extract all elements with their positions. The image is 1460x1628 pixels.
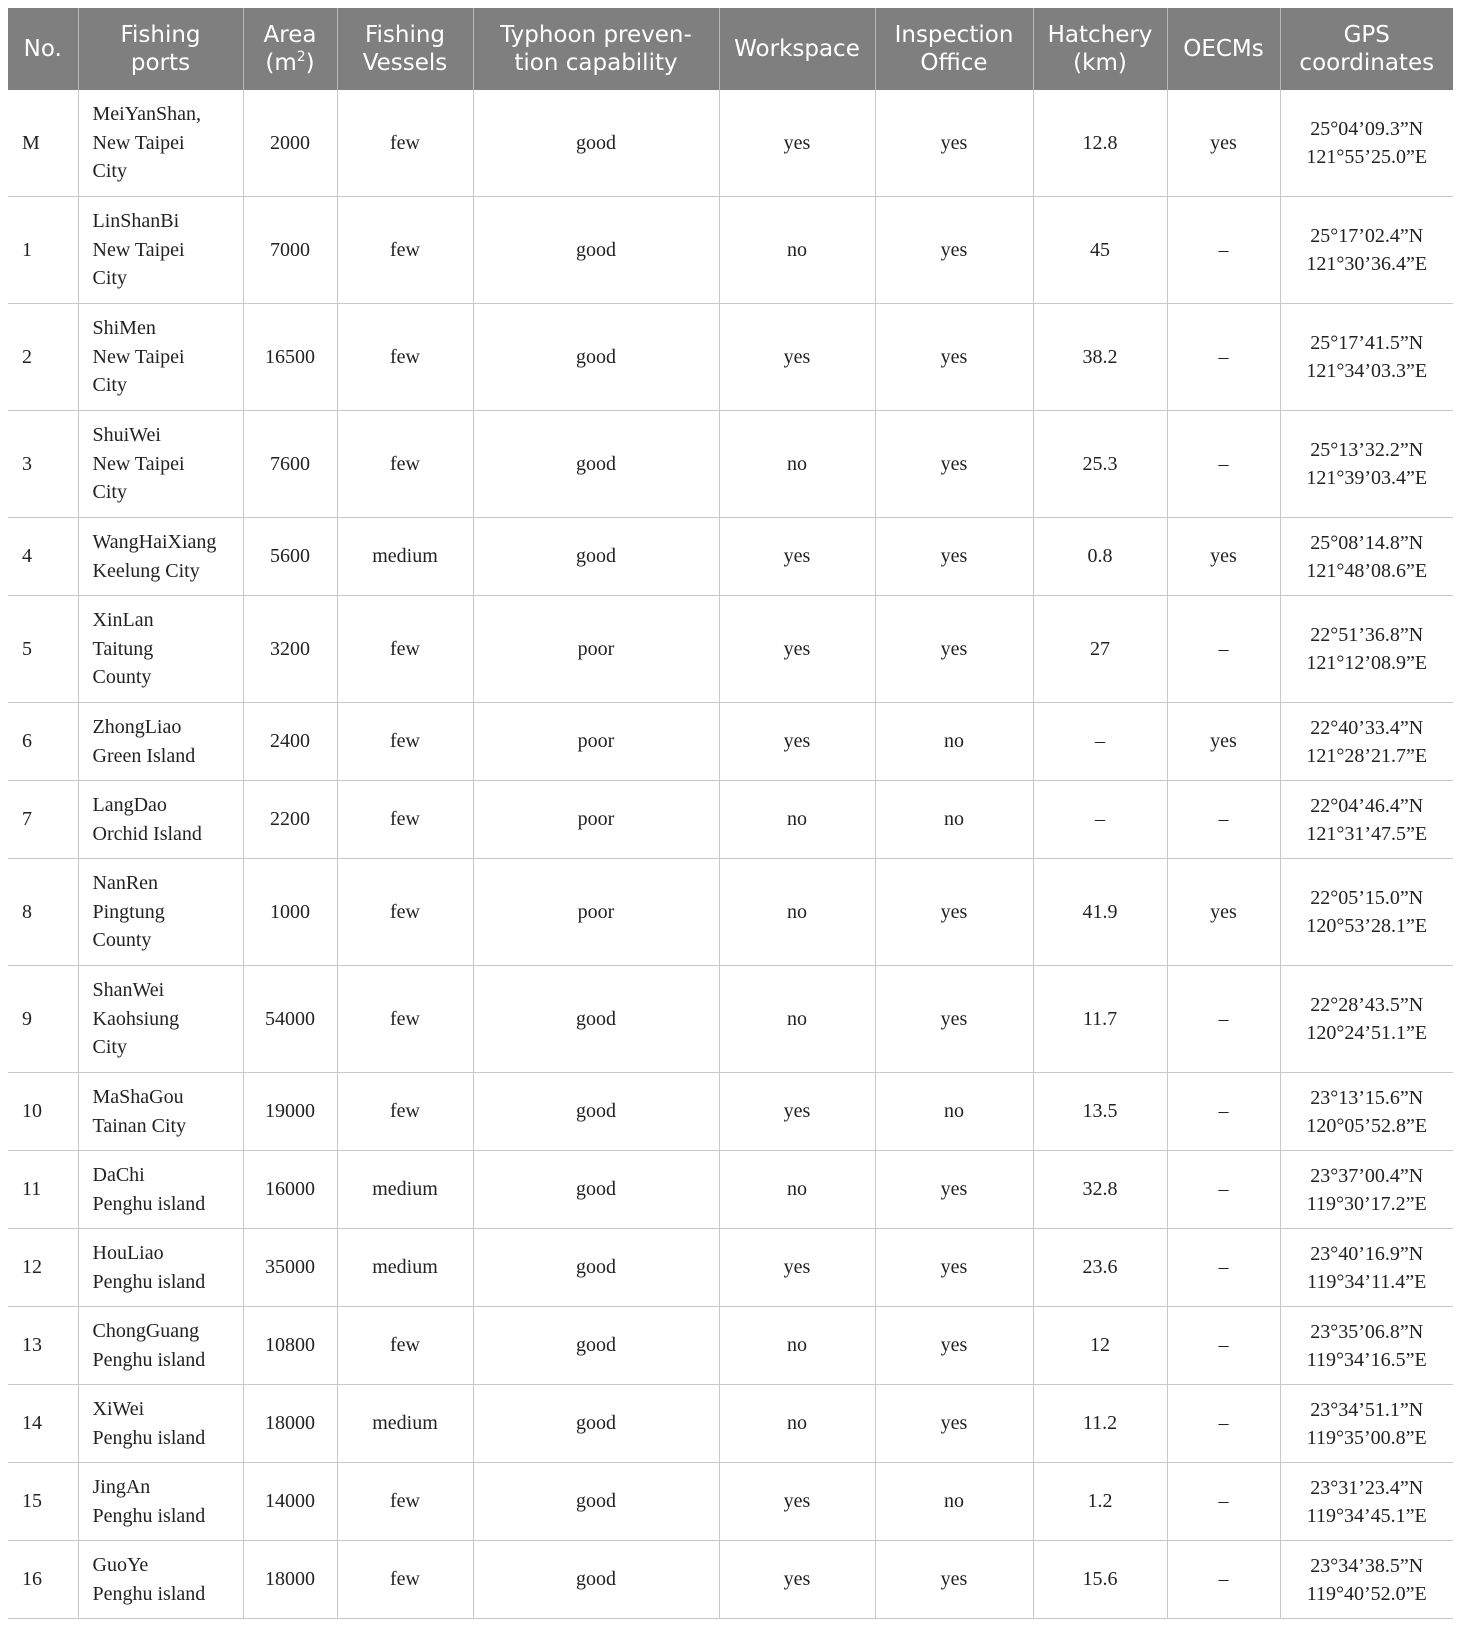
table-row bbox=[8, 90, 1453, 197]
table-row bbox=[8, 703, 1453, 781]
cell-gps-line: 119°30’17.2”E bbox=[1306, 1192, 1427, 1215]
header-row bbox=[8, 8, 1453, 90]
cell-gps bbox=[1280, 197, 1453, 304]
cell-typhoon-prevention: good bbox=[473, 1229, 719, 1307]
cell-oecms: – bbox=[1167, 596, 1280, 703]
cell-fishing-port-line: County bbox=[92, 929, 152, 952]
cell-fishing-port-line: Penghu island bbox=[92, 1270, 206, 1293]
cell-fishing-port bbox=[78, 966, 243, 1073]
cell-gps bbox=[1280, 781, 1453, 859]
cell-fishing-port-line: ZhongLiao bbox=[92, 716, 182, 738]
cell-typhoon-prevention: good bbox=[473, 411, 719, 518]
cell-gps-line: 25°17’02.4”N bbox=[1310, 225, 1424, 247]
cell-fishing-port-line: MaShaGou bbox=[92, 1086, 184, 1108]
cell-typhoon-prevention: good bbox=[473, 197, 719, 304]
cell-no: 8 bbox=[8, 859, 78, 966]
cell-gps bbox=[1280, 90, 1453, 197]
cell-oecms: – bbox=[1167, 1307, 1280, 1385]
cell-gps bbox=[1280, 703, 1453, 781]
cell-typhoon-prevention: poor bbox=[473, 703, 719, 781]
cell-fishing-vessels: few bbox=[337, 90, 473, 197]
cell-area: 7600 bbox=[243, 411, 337, 518]
cell-fishing-port bbox=[78, 1541, 243, 1619]
cell-hatchery: 27 bbox=[1033, 596, 1167, 703]
cell-oecms: – bbox=[1167, 197, 1280, 304]
cell-typhoon-prevention: poor bbox=[473, 596, 719, 703]
cell-fishing-port-line: Kaohsiung bbox=[92, 1007, 180, 1030]
cell-area: 19000 bbox=[243, 1073, 337, 1151]
cell-fishing-port-line: HouLiao bbox=[92, 1242, 164, 1264]
cell-area: 16500 bbox=[243, 304, 337, 411]
cell-fishing-port-line: City bbox=[92, 1036, 127, 1059]
cell-no: 16 bbox=[8, 1541, 78, 1619]
cell-oecms: yes bbox=[1167, 703, 1280, 781]
cell-gps-line: 121°39’03.4”E bbox=[1306, 467, 1428, 489]
cell-no: 11 bbox=[8, 1151, 78, 1229]
cell-inspection-office: yes bbox=[875, 518, 1033, 596]
table-row bbox=[8, 966, 1453, 1073]
cell-hatchery: 13.5 bbox=[1033, 1073, 1167, 1151]
cell-gps-line: 25°08’14.8”N bbox=[1310, 531, 1424, 554]
cell-fishing-vessels: medium bbox=[337, 1229, 473, 1307]
cell-fishing-port-line: City bbox=[92, 374, 127, 397]
cell-fishing-port bbox=[78, 1385, 243, 1463]
cell-no: 7 bbox=[8, 781, 78, 859]
cell-typhoon-prevention: good bbox=[473, 1541, 719, 1619]
cell-gps bbox=[1280, 1151, 1453, 1229]
cell-gps bbox=[1280, 1385, 1453, 1463]
header-typhoon-prevention: Typhoon preven- tion capability bbox=[473, 8, 719, 90]
cell-fishing-port-line: Orchid Island bbox=[92, 822, 202, 845]
cell-gps bbox=[1280, 411, 1453, 518]
cell-area: 18000 bbox=[243, 1385, 337, 1463]
cell-gps-line: 121°30’36.4”E bbox=[1306, 253, 1428, 275]
cell-inspection-office: yes bbox=[875, 1307, 1033, 1385]
cell-no: 5 bbox=[8, 596, 78, 703]
cell-gps-line: 22°28’43.5”N bbox=[1310, 994, 1424, 1016]
table-row bbox=[8, 1541, 1453, 1619]
cell-inspection-office: yes bbox=[875, 596, 1033, 703]
cell-fishing-port bbox=[78, 859, 243, 966]
cell-fishing-port-line: Green Island bbox=[92, 744, 196, 767]
cell-inspection-office: yes bbox=[875, 90, 1033, 197]
cell-area: 10800 bbox=[243, 1307, 337, 1385]
cell-fishing-port-line: GuoYe bbox=[92, 1554, 149, 1576]
fishing-ports-table bbox=[8, 8, 1453, 1619]
cell-area: 2000 bbox=[243, 90, 337, 197]
cell-workspace: no bbox=[719, 966, 875, 1073]
cell-gps-line: 120°05’52.8”E bbox=[1306, 1114, 1428, 1137]
cell-no: 2 bbox=[8, 304, 78, 411]
cell-oecms: yes bbox=[1167, 859, 1280, 966]
cell-fishing-port-line: New Taipei bbox=[92, 345, 185, 368]
cell-typhoon-prevention: good bbox=[473, 966, 719, 1073]
cell-typhoon-prevention: good bbox=[473, 1073, 719, 1151]
cell-fishing-port-line: XiWei bbox=[92, 1398, 145, 1420]
cell-workspace: no bbox=[719, 1151, 875, 1229]
cell-gps-line: 120°24’51.1”E bbox=[1306, 1022, 1428, 1044]
cell-no: M bbox=[8, 90, 78, 197]
cell-workspace: yes bbox=[719, 518, 875, 596]
cell-no: 6 bbox=[8, 703, 78, 781]
cell-oecms: – bbox=[1167, 1463, 1280, 1541]
cell-oecms: – bbox=[1167, 966, 1280, 1073]
header-gps: GPS coordinates bbox=[1280, 8, 1453, 90]
cell-area: 54000 bbox=[243, 966, 337, 1073]
header-inspection-office: Inspection Office bbox=[875, 8, 1033, 90]
cell-hatchery: 1.2 bbox=[1033, 1463, 1167, 1541]
cell-no: 15 bbox=[8, 1463, 78, 1541]
cell-hatchery: 25.3 bbox=[1033, 411, 1167, 518]
cell-area: 3200 bbox=[243, 596, 337, 703]
cell-no: 12 bbox=[8, 1229, 78, 1307]
cell-inspection-office: yes bbox=[875, 197, 1033, 304]
cell-inspection-office: yes bbox=[875, 411, 1033, 518]
cell-gps bbox=[1280, 1307, 1453, 1385]
cell-hatchery: 41.9 bbox=[1033, 859, 1167, 966]
cell-workspace: no bbox=[719, 1307, 875, 1385]
cell-gps-line: 23°35’06.8”N bbox=[1310, 1320, 1424, 1343]
table-body bbox=[8, 90, 1453, 1619]
cell-hatchery: 45 bbox=[1033, 197, 1167, 304]
cell-fishing-port-line: DaChi bbox=[92, 1164, 145, 1186]
cell-inspection-office: yes bbox=[875, 304, 1033, 411]
cell-hatchery: – bbox=[1033, 703, 1167, 781]
cell-no: 13 bbox=[8, 1307, 78, 1385]
header-workspace: Workspace bbox=[719, 8, 875, 90]
cell-gps-line: 119°34’16.5”E bbox=[1306, 1348, 1427, 1371]
cell-workspace: no bbox=[719, 781, 875, 859]
cell-fishing-port bbox=[78, 1073, 243, 1151]
cell-gps-line: 23°34’51.1”N bbox=[1310, 1398, 1424, 1421]
table-row bbox=[8, 1151, 1453, 1229]
cell-fishing-port bbox=[78, 90, 243, 197]
cell-gps-line: 121°48’08.6”E bbox=[1306, 559, 1428, 582]
cell-fishing-port bbox=[78, 703, 243, 781]
cell-hatchery: 23.6 bbox=[1033, 1229, 1167, 1307]
cell-inspection-office: yes bbox=[875, 859, 1033, 966]
cell-area: 16000 bbox=[243, 1151, 337, 1229]
cell-fishing-port-line: JingAn bbox=[92, 1476, 151, 1498]
cell-gps bbox=[1280, 859, 1453, 966]
cell-oecms: – bbox=[1167, 781, 1280, 859]
cell-workspace: yes bbox=[719, 596, 875, 703]
table-row bbox=[8, 1073, 1453, 1151]
cell-gps-line: 23°37’00.4”N bbox=[1310, 1164, 1424, 1187]
cell-typhoon-prevention: good bbox=[473, 1385, 719, 1463]
cell-fishing-port bbox=[78, 1151, 243, 1229]
cell-hatchery: 0.8 bbox=[1033, 518, 1167, 596]
cell-oecms: – bbox=[1167, 1073, 1280, 1151]
cell-hatchery: 32.8 bbox=[1033, 1151, 1167, 1229]
cell-hatchery: 12.8 bbox=[1033, 90, 1167, 197]
cell-gps bbox=[1280, 596, 1453, 703]
cell-typhoon-prevention: good bbox=[473, 90, 719, 197]
cell-fishing-port-line: ChongGuang bbox=[92, 1320, 200, 1342]
cell-hatchery: 11.7 bbox=[1033, 966, 1167, 1073]
cell-inspection-office: yes bbox=[875, 1541, 1033, 1619]
cell-fishing-port bbox=[78, 1463, 243, 1541]
cell-fishing-port-line: ShanWei bbox=[92, 979, 165, 1002]
cell-typhoon-prevention: good bbox=[473, 304, 719, 411]
cell-no: 1 bbox=[8, 197, 78, 304]
cell-fishing-port-line: Taitung bbox=[92, 637, 154, 660]
cell-typhoon-prevention: good bbox=[473, 1151, 719, 1229]
cell-gps-line: 22°40’33.4”N bbox=[1310, 716, 1424, 739]
cell-gps-line: 121°28’21.7”E bbox=[1306, 744, 1428, 767]
header-fishing-ports: Fishing ports bbox=[78, 8, 243, 90]
cell-typhoon-prevention: poor bbox=[473, 781, 719, 859]
cell-workspace: yes bbox=[719, 1463, 875, 1541]
cell-no: 10 bbox=[8, 1073, 78, 1151]
cell-area: 5600 bbox=[243, 518, 337, 596]
cell-workspace: no bbox=[719, 411, 875, 518]
cell-fishing-port-line: Penghu island bbox=[92, 1348, 206, 1371]
cell-fishing-port bbox=[78, 596, 243, 703]
cell-typhoon-prevention: poor bbox=[473, 859, 719, 966]
cell-typhoon-prevention: good bbox=[473, 1307, 719, 1385]
cell-fishing-port-line: Penghu island bbox=[92, 1582, 206, 1605]
cell-fishing-port bbox=[78, 1307, 243, 1385]
cell-area: 1000 bbox=[243, 859, 337, 966]
table-row bbox=[8, 411, 1453, 518]
cell-area: 7000 bbox=[243, 197, 337, 304]
cell-fishing-port-line: New Taipei bbox=[92, 452, 185, 475]
cell-fishing-port bbox=[78, 411, 243, 518]
cell-workspace: yes bbox=[719, 1073, 875, 1151]
cell-area: 2200 bbox=[243, 781, 337, 859]
cell-fishing-vessels: few bbox=[337, 304, 473, 411]
cell-inspection-office: no bbox=[875, 1463, 1033, 1541]
cell-workspace: yes bbox=[719, 1229, 875, 1307]
cell-fishing-port-line: New Taipei bbox=[92, 238, 185, 261]
cell-typhoon-prevention: good bbox=[473, 518, 719, 596]
cell-fishing-port-line: New Taipei bbox=[92, 131, 185, 154]
cell-gps-line: 22°05’15.0”N bbox=[1310, 887, 1424, 909]
cell-gps-line: 23°34’38.5”N bbox=[1310, 1554, 1424, 1577]
cell-gps bbox=[1280, 1229, 1453, 1307]
cell-area: 35000 bbox=[243, 1229, 337, 1307]
cell-gps-line: 23°40’16.9”N bbox=[1310, 1242, 1424, 1265]
cell-fishing-vessels: medium bbox=[337, 1151, 473, 1229]
cell-fishing-port-line: Keelung City bbox=[92, 559, 200, 582]
cell-inspection-office: yes bbox=[875, 966, 1033, 1073]
cell-oecms: yes bbox=[1167, 90, 1280, 197]
cell-fishing-port-line: Penghu island bbox=[92, 1426, 206, 1449]
header-no: No. bbox=[8, 8, 78, 90]
cell-inspection-office: yes bbox=[875, 1151, 1033, 1229]
table-row bbox=[8, 197, 1453, 304]
cell-workspace: yes bbox=[719, 90, 875, 197]
cell-hatchery: 12 bbox=[1033, 1307, 1167, 1385]
cell-workspace: no bbox=[719, 197, 875, 304]
cell-fishing-port bbox=[78, 1229, 243, 1307]
cell-oecms: yes bbox=[1167, 518, 1280, 596]
cell-gps-line: 121°55’25.0”E bbox=[1306, 146, 1428, 168]
cell-gps-line: 121°12’08.9”E bbox=[1306, 652, 1428, 674]
cell-fishing-port bbox=[78, 518, 243, 596]
table-row bbox=[8, 859, 1453, 966]
cell-workspace: no bbox=[719, 1385, 875, 1463]
header-area: Area $(m^2)$ bbox=[243, 8, 337, 90]
cell-gps-line: 23°13’15.6”N bbox=[1310, 1086, 1424, 1109]
cell-fishing-port bbox=[78, 304, 243, 411]
cell-no: 4 bbox=[8, 518, 78, 596]
cell-workspace: no bbox=[719, 859, 875, 966]
header-fishing-vessels: Fishing Vessels bbox=[337, 8, 473, 90]
cell-gps-line: 25°13’32.2”N bbox=[1310, 439, 1424, 461]
cell-hatchery: – bbox=[1033, 781, 1167, 859]
cell-fishing-vessels: few bbox=[337, 596, 473, 703]
cell-gps-line: 119°34’11.4”E bbox=[1307, 1270, 1427, 1293]
cell-typhoon-prevention: good bbox=[473, 1463, 719, 1541]
cell-area: 14000 bbox=[243, 1463, 337, 1541]
cell-fishing-port-line: LangDao bbox=[92, 794, 167, 816]
cell-oecms: – bbox=[1167, 1151, 1280, 1229]
header-oecms: OECMs bbox=[1167, 8, 1280, 90]
cell-fishing-vessels: medium bbox=[337, 1385, 473, 1463]
cell-oecms: – bbox=[1167, 304, 1280, 411]
cell-fishing-port-line: ShiMen bbox=[92, 317, 156, 340]
cell-gps-line: 22°04’46.4”N bbox=[1310, 794, 1424, 817]
cell-fishing-vessels: few bbox=[337, 703, 473, 781]
cell-gps-line: 22°51’36.8”N bbox=[1310, 624, 1424, 646]
cell-inspection-office: no bbox=[875, 781, 1033, 859]
cell-fishing-vessels: few bbox=[337, 1307, 473, 1385]
cell-gps bbox=[1280, 304, 1453, 411]
cell-area: 18000 bbox=[243, 1541, 337, 1619]
cell-no: 14 bbox=[8, 1385, 78, 1463]
header-hatchery: Hatchery (km) bbox=[1033, 8, 1167, 90]
cell-fishing-port-line: Tainan City bbox=[92, 1114, 187, 1137]
cell-gps bbox=[1280, 518, 1453, 596]
cell-fishing-port-line: Pingtung bbox=[92, 900, 165, 923]
cell-fishing-port-line: City bbox=[92, 481, 127, 504]
cell-oecms: – bbox=[1167, 1385, 1280, 1463]
cell-fishing-port-line: XinLan bbox=[92, 609, 154, 632]
cell-inspection-office: no bbox=[875, 703, 1033, 781]
cell-gps-line: 119°34’45.1”E bbox=[1306, 1504, 1427, 1527]
cell-fishing-port-line: WangHaiXiang bbox=[92, 531, 217, 553]
cell-gps bbox=[1280, 966, 1453, 1073]
cell-fishing-vessels: few bbox=[337, 411, 473, 518]
cell-gps-line: 23°31’23.4”N bbox=[1310, 1476, 1424, 1499]
cell-workspace: yes bbox=[719, 703, 875, 781]
cell-fishing-port-line: LinShanBi bbox=[92, 210, 180, 233]
cell-inspection-office: no bbox=[875, 1073, 1033, 1151]
cell-gps-line: 119°35’00.8”E bbox=[1306, 1426, 1427, 1449]
cell-gps-line: 120°53’28.1”E bbox=[1306, 915, 1428, 937]
cell-fishing-vessels: few bbox=[337, 781, 473, 859]
table-row bbox=[8, 596, 1453, 703]
cell-fishing-vessels: few bbox=[337, 859, 473, 966]
cell-fishing-port-line: MeiYanShan, bbox=[92, 103, 202, 126]
table-row bbox=[8, 1385, 1453, 1463]
cell-gps bbox=[1280, 1073, 1453, 1151]
cell-gps-line: 25°17’41.5”N bbox=[1310, 332, 1424, 354]
cell-fishing-port-line: Penghu island bbox=[92, 1504, 206, 1527]
cell-oecms: – bbox=[1167, 1541, 1280, 1619]
cell-gps-line: 25°04’09.3”N bbox=[1310, 118, 1424, 140]
cell-fishing-port-line: City bbox=[92, 160, 127, 183]
cell-fishing-port-line: ShuiWei bbox=[92, 424, 161, 447]
cell-fishing-vessels: few bbox=[337, 1073, 473, 1151]
cell-area: 2400 bbox=[243, 703, 337, 781]
cell-fishing-vessels: few bbox=[337, 197, 473, 304]
cell-fishing-port bbox=[78, 197, 243, 304]
cell-gps-line: 119°40’52.0”E bbox=[1306, 1582, 1427, 1605]
cell-hatchery: 11.2 bbox=[1033, 1385, 1167, 1463]
cell-fishing-port-line: Penghu island bbox=[92, 1192, 206, 1215]
table-row bbox=[8, 1229, 1453, 1307]
table-row bbox=[8, 781, 1453, 859]
cell-fishing-port bbox=[78, 781, 243, 859]
cell-workspace: yes bbox=[719, 1541, 875, 1619]
cell-fishing-port-line: City bbox=[92, 267, 127, 290]
cell-gps-line: 121°31’47.5”E bbox=[1306, 822, 1428, 845]
cell-fishing-vessels: few bbox=[337, 966, 473, 1073]
cell-fishing-vessels: medium bbox=[337, 518, 473, 596]
cell-oecms: – bbox=[1167, 1229, 1280, 1307]
cell-hatchery: 15.6 bbox=[1033, 1541, 1167, 1619]
cell-fishing-vessels: few bbox=[337, 1541, 473, 1619]
cell-gps bbox=[1280, 1541, 1453, 1619]
cell-workspace: yes bbox=[719, 304, 875, 411]
table-row bbox=[8, 304, 1453, 411]
cell-gps-line: 121°34’03.3”E bbox=[1306, 360, 1428, 382]
cell-fishing-port-line: County bbox=[92, 666, 152, 689]
table-row bbox=[8, 518, 1453, 596]
cell-inspection-office: yes bbox=[875, 1229, 1033, 1307]
cell-fishing-vessels: few bbox=[337, 1463, 473, 1541]
table-row bbox=[8, 1307, 1453, 1385]
cell-fishing-port-line: NanRen bbox=[92, 872, 159, 895]
cell-no: 3 bbox=[8, 411, 78, 518]
cell-gps bbox=[1280, 1463, 1453, 1541]
cell-inspection-office: yes bbox=[875, 1385, 1033, 1463]
cell-oecms: – bbox=[1167, 411, 1280, 518]
table-row bbox=[8, 1463, 1453, 1541]
cell-hatchery: 38.2 bbox=[1033, 304, 1167, 411]
cell-no: 9 bbox=[8, 966, 78, 1073]
